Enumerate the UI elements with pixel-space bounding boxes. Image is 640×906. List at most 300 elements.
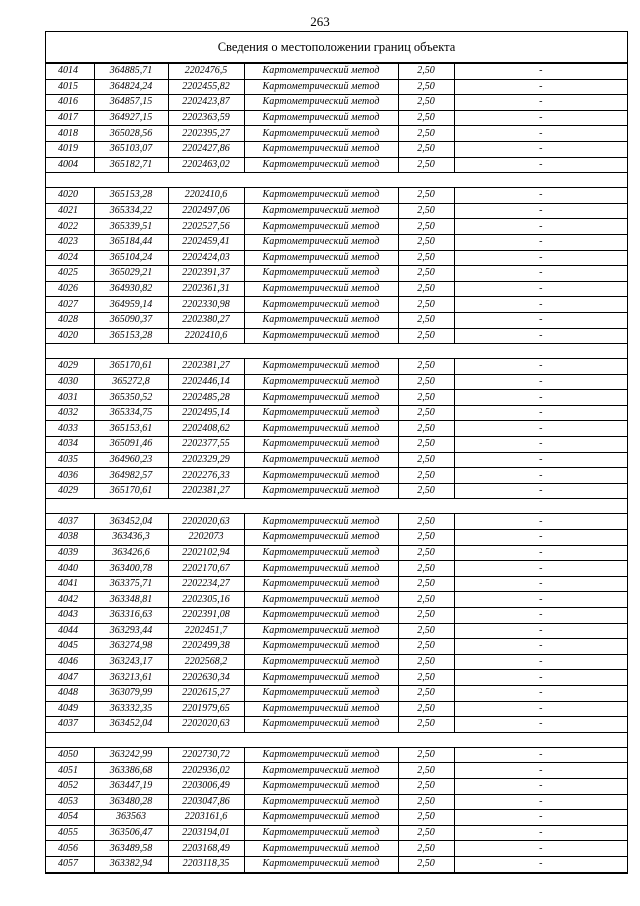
table-row: [46, 188, 627, 204]
point-number-cell: 4053: [46, 794, 94, 810]
point-number-cell: 4027: [46, 297, 94, 313]
y-coordinate-cell: 2203047,86: [168, 794, 244, 810]
y-coordinate-cell: 2202527,56: [168, 219, 244, 235]
table-row: [46, 545, 627, 561]
description-cell: -: [454, 468, 627, 484]
description-cell: -: [454, 266, 627, 282]
accuracy-cell: 2,50: [398, 126, 454, 142]
x-coordinate-cell: 363274,98: [94, 639, 168, 655]
point-number-cell: 4029: [46, 483, 94, 499]
method-cell: Картометрический метод: [244, 561, 398, 577]
y-coordinate-cell: 2202568,2: [168, 654, 244, 670]
table-row: [46, 701, 627, 717]
accuracy-cell: 2,50: [398, 281, 454, 297]
table-row: [46, 763, 627, 779]
accuracy-cell: 2,50: [398, 421, 454, 437]
method-cell: Картометрический метод: [244, 390, 398, 406]
method-cell: Картометрический метод: [244, 514, 398, 530]
x-coordinate-cell: 363447,19: [94, 778, 168, 794]
accuracy-cell: 2,50: [398, 545, 454, 561]
accuracy-cell: 2,50: [398, 810, 454, 826]
point-number-cell: 4044: [46, 623, 94, 639]
y-coordinate-cell: 2202395,27: [168, 126, 244, 142]
point-number-cell: 4018: [46, 126, 94, 142]
x-coordinate-cell: 363242,99: [94, 747, 168, 763]
point-number-cell: 4031: [46, 390, 94, 406]
y-coordinate-cell: 2202020,63: [168, 717, 244, 733]
accuracy-cell: 2,50: [398, 763, 454, 779]
point-number-cell: 4041: [46, 576, 94, 592]
method-cell: Картометрический метод: [244, 685, 398, 701]
method-cell: Картометрический метод: [244, 359, 398, 375]
description-cell: -: [454, 810, 627, 826]
y-coordinate-cell: 2201979,65: [168, 701, 244, 717]
y-coordinate-cell: 2202363,59: [168, 110, 244, 126]
method-cell: Картометрический метод: [244, 639, 398, 655]
x-coordinate-cell: 365334,22: [94, 203, 168, 219]
group-separator: [46, 344, 627, 359]
point-number-cell: 4033: [46, 421, 94, 437]
method-cell: Картометрический метод: [244, 654, 398, 670]
method-cell: Картометрический метод: [244, 576, 398, 592]
accuracy-cell: 2,50: [398, 250, 454, 266]
description-cell: -: [454, 592, 627, 608]
table-row: [46, 825, 627, 841]
y-coordinate-cell: 2202102,94: [168, 545, 244, 561]
x-coordinate-cell: 363489,58: [94, 841, 168, 857]
y-coordinate-cell: 2202495,14: [168, 405, 244, 421]
description-cell: -: [454, 328, 627, 344]
point-number-cell: 4051: [46, 763, 94, 779]
description-cell: -: [454, 405, 627, 421]
table-row: [46, 654, 627, 670]
accuracy-cell: 2,50: [398, 670, 454, 686]
description-cell: -: [454, 717, 627, 733]
separator-cell: [46, 344, 627, 359]
y-coordinate-cell: 2202936,02: [168, 763, 244, 779]
method-cell: Картометрический метод: [244, 266, 398, 282]
table-row: [46, 841, 627, 857]
table-row: [46, 64, 627, 80]
point-number-cell: 4032: [46, 405, 94, 421]
y-coordinate-cell: 2202497,06: [168, 203, 244, 219]
accuracy-cell: 2,50: [398, 856, 454, 872]
y-coordinate-cell: 2202330,98: [168, 297, 244, 313]
method-cell: Картометрический метод: [244, 437, 398, 453]
accuracy-cell: 2,50: [398, 312, 454, 328]
table-row: [46, 79, 627, 95]
point-number-cell: 4021: [46, 203, 94, 219]
point-number-cell: 4040: [46, 561, 94, 577]
y-coordinate-cell: 2202361,31: [168, 281, 244, 297]
x-coordinate-cell: 365153,61: [94, 421, 168, 437]
description-cell: -: [454, 95, 627, 111]
x-coordinate-cell: 365153,28: [94, 188, 168, 204]
x-coordinate-cell: 365350,52: [94, 390, 168, 406]
accuracy-cell: 2,50: [398, 514, 454, 530]
point-number-cell: 4049: [46, 701, 94, 717]
method-cell: Картометрический метод: [244, 856, 398, 872]
y-coordinate-cell: 2202073: [168, 530, 244, 546]
method-cell: Картометрический метод: [244, 670, 398, 686]
description-cell: -: [454, 250, 627, 266]
description-cell: -: [454, 110, 627, 126]
x-coordinate-cell: 364959,14: [94, 297, 168, 313]
y-coordinate-cell: 2202485,28: [168, 390, 244, 406]
x-coordinate-cell: 365103,07: [94, 141, 168, 157]
x-coordinate-cell: 363348,81: [94, 592, 168, 608]
table-row: [46, 374, 627, 390]
y-coordinate-cell: 2202305,16: [168, 592, 244, 608]
point-number-cell: 4022: [46, 219, 94, 235]
x-coordinate-cell: 363400,78: [94, 561, 168, 577]
boundary-points-table: [46, 63, 627, 873]
point-number-cell: 4028: [46, 312, 94, 328]
description-cell: -: [454, 545, 627, 561]
table-row: [46, 592, 627, 608]
accuracy-cell: 2,50: [398, 778, 454, 794]
accuracy-cell: 2,50: [398, 390, 454, 406]
point-number-cell: 4046: [46, 654, 94, 670]
table-row: [46, 405, 627, 421]
y-coordinate-cell: 2202459,41: [168, 234, 244, 250]
x-coordinate-cell: 363426,6: [94, 545, 168, 561]
table-row: [46, 608, 627, 624]
method-cell: Картометрический метод: [244, 95, 398, 111]
y-coordinate-cell: 2203194,01: [168, 825, 244, 841]
method-cell: Картометрический метод: [244, 250, 398, 266]
separator-cell: [46, 732, 627, 747]
description-cell: -: [454, 639, 627, 655]
point-number-cell: 4056: [46, 841, 94, 857]
description-cell: -: [454, 374, 627, 390]
table-row: [46, 219, 627, 235]
description-cell: -: [454, 359, 627, 375]
x-coordinate-cell: 365339,51: [94, 219, 168, 235]
method-cell: Картометрический метод: [244, 623, 398, 639]
point-number-cell: 4015: [46, 79, 94, 95]
separator-cell: [46, 173, 627, 188]
x-coordinate-cell: 365029,21: [94, 266, 168, 282]
table-row: [46, 203, 627, 219]
description-cell: -: [454, 685, 627, 701]
x-coordinate-cell: 363506,47: [94, 825, 168, 841]
table-row: [46, 670, 627, 686]
point-number-cell: 4016: [46, 95, 94, 111]
accuracy-cell: 2,50: [398, 374, 454, 390]
table-row: [46, 856, 627, 872]
x-coordinate-cell: 364824,24: [94, 79, 168, 95]
x-coordinate-cell: 364960,23: [94, 452, 168, 468]
accuracy-cell: 2,50: [398, 437, 454, 453]
accuracy-cell: 2,50: [398, 297, 454, 313]
x-coordinate-cell: 363386,68: [94, 763, 168, 779]
description-cell: -: [454, 825, 627, 841]
accuracy-cell: 2,50: [398, 685, 454, 701]
description-cell: -: [454, 452, 627, 468]
group-separator: [46, 173, 627, 188]
point-number-cell: 4014: [46, 64, 94, 80]
accuracy-cell: 2,50: [398, 623, 454, 639]
accuracy-cell: 2,50: [398, 95, 454, 111]
description-cell: -: [454, 778, 627, 794]
accuracy-cell: 2,50: [398, 157, 454, 173]
x-coordinate-cell: 365184,44: [94, 234, 168, 250]
method-cell: Картометрический метод: [244, 188, 398, 204]
point-number-cell: 4050: [46, 747, 94, 763]
description-cell: -: [454, 483, 627, 499]
description-cell: -: [454, 841, 627, 857]
point-number-cell: 4020: [46, 328, 94, 344]
description-cell: -: [454, 654, 627, 670]
accuracy-cell: 2,50: [398, 110, 454, 126]
x-coordinate-cell: 363480,28: [94, 794, 168, 810]
table-row: [46, 266, 627, 282]
method-cell: Картометрический метод: [244, 281, 398, 297]
point-number-cell: 4057: [46, 856, 94, 872]
y-coordinate-cell: 2203118,35: [168, 856, 244, 872]
method-cell: Картометрический метод: [244, 452, 398, 468]
description-cell: -: [454, 64, 627, 80]
y-coordinate-cell: 2202423,87: [168, 95, 244, 111]
y-coordinate-cell: 2202377,55: [168, 437, 244, 453]
y-coordinate-cell: 2202408,62: [168, 421, 244, 437]
point-number-cell: 4019: [46, 141, 94, 157]
y-coordinate-cell: 2202615,27: [168, 685, 244, 701]
table-row: [46, 110, 627, 126]
group-separator: [46, 732, 627, 747]
x-coordinate-cell: 365272,8: [94, 374, 168, 390]
group-separator: [46, 499, 627, 514]
method-cell: Картометрический метод: [244, 530, 398, 546]
description-cell: -: [454, 608, 627, 624]
x-coordinate-cell: 364982,57: [94, 468, 168, 484]
table-row: [46, 717, 627, 733]
x-coordinate-cell: 363382,94: [94, 856, 168, 872]
y-coordinate-cell: 2202427,86: [168, 141, 244, 157]
method-cell: Картометрический метод: [244, 79, 398, 95]
y-coordinate-cell: 2202234,27: [168, 576, 244, 592]
x-coordinate-cell: 363293,44: [94, 623, 168, 639]
point-number-cell: 4036: [46, 468, 94, 484]
table-row: [46, 778, 627, 794]
method-cell: Картометрический метод: [244, 468, 398, 484]
table-row: [46, 576, 627, 592]
table-row: [46, 468, 627, 484]
point-number-cell: 4030: [46, 374, 94, 390]
accuracy-cell: 2,50: [398, 654, 454, 670]
boundary-points-body: [46, 64, 627, 873]
accuracy-cell: 2,50: [398, 530, 454, 546]
method-cell: Картометрический метод: [244, 126, 398, 142]
description-cell: -: [454, 763, 627, 779]
table-row: [46, 483, 627, 499]
x-coordinate-cell: 365170,61: [94, 483, 168, 499]
point-number-cell: 4024: [46, 250, 94, 266]
y-coordinate-cell: 2202410,6: [168, 188, 244, 204]
point-number-cell: 4017: [46, 110, 94, 126]
description-cell: -: [454, 701, 627, 717]
y-coordinate-cell: 2202020,63: [168, 514, 244, 530]
method-cell: Картометрический метод: [244, 778, 398, 794]
y-coordinate-cell: 2202380,27: [168, 312, 244, 328]
table-row: [46, 390, 627, 406]
table-row: [46, 794, 627, 810]
description-cell: -: [454, 281, 627, 297]
description-cell: -: [454, 219, 627, 235]
accuracy-cell: 2,50: [398, 328, 454, 344]
table-row: [46, 141, 627, 157]
point-number-cell: 4045: [46, 639, 94, 655]
method-cell: Картометрический метод: [244, 747, 398, 763]
description-cell: -: [454, 188, 627, 204]
description-cell: -: [454, 856, 627, 872]
y-coordinate-cell: 2202455,82: [168, 79, 244, 95]
method-cell: Картометрический метод: [244, 545, 398, 561]
method-cell: Картометрический метод: [244, 374, 398, 390]
x-coordinate-cell: 363436,3: [94, 530, 168, 546]
accuracy-cell: 2,50: [398, 841, 454, 857]
description-cell: -: [454, 312, 627, 328]
table-row: [46, 747, 627, 763]
method-cell: Картометрический метод: [244, 483, 398, 499]
x-coordinate-cell: 363316,63: [94, 608, 168, 624]
accuracy-cell: 2,50: [398, 188, 454, 204]
description-cell: -: [454, 670, 627, 686]
x-coordinate-cell: 363213,61: [94, 670, 168, 686]
accuracy-cell: 2,50: [398, 64, 454, 80]
y-coordinate-cell: 2202446,14: [168, 374, 244, 390]
point-number-cell: 4054: [46, 810, 94, 826]
point-number-cell: 4035: [46, 452, 94, 468]
x-coordinate-cell: 363452,04: [94, 514, 168, 530]
description-cell: -: [454, 390, 627, 406]
description-cell: -: [454, 514, 627, 530]
description-cell: -: [454, 203, 627, 219]
description-cell: -: [454, 141, 627, 157]
accuracy-cell: 2,50: [398, 141, 454, 157]
accuracy-cell: 2,50: [398, 701, 454, 717]
accuracy-cell: 2,50: [398, 717, 454, 733]
table-row: [46, 685, 627, 701]
point-number-cell: 4039: [46, 545, 94, 561]
boundary-table-sheet: [45, 31, 628, 874]
method-cell: Картометрический метод: [244, 421, 398, 437]
method-cell: Картометрический метод: [244, 592, 398, 608]
point-number-cell: 4042: [46, 592, 94, 608]
accuracy-cell: 2,50: [398, 359, 454, 375]
point-number-cell: 4055: [46, 825, 94, 841]
method-cell: Картометрический метод: [244, 825, 398, 841]
y-coordinate-cell: 2203006,49: [168, 778, 244, 794]
y-coordinate-cell: 2202630,34: [168, 670, 244, 686]
y-coordinate-cell: 2202424,03: [168, 250, 244, 266]
x-coordinate-cell: 364930,82: [94, 281, 168, 297]
table-row: [46, 297, 627, 313]
y-coordinate-cell: 2202410,6: [168, 328, 244, 344]
description-cell: -: [454, 297, 627, 313]
description-cell: -: [454, 437, 627, 453]
point-number-cell: 4029: [46, 359, 94, 375]
x-coordinate-cell: 364857,15: [94, 95, 168, 111]
method-cell: Картометрический метод: [244, 328, 398, 344]
y-coordinate-cell: 2202381,27: [168, 359, 244, 375]
x-coordinate-cell: 365334,75: [94, 405, 168, 421]
accuracy-cell: 2,50: [398, 825, 454, 841]
description-cell: -: [454, 421, 627, 437]
point-number-cell: 4043: [46, 608, 94, 624]
table-row: [46, 359, 627, 375]
accuracy-cell: 2,50: [398, 203, 454, 219]
point-number-cell: 4023: [46, 234, 94, 250]
table-row: [46, 250, 627, 266]
accuracy-cell: 2,50: [398, 483, 454, 499]
method-cell: Картометрический метод: [244, 110, 398, 126]
x-coordinate-cell: 364885,71: [94, 64, 168, 80]
table-row: [46, 452, 627, 468]
point-number-cell: 4037: [46, 717, 94, 733]
description-cell: -: [454, 126, 627, 142]
point-number-cell: 4026: [46, 281, 94, 297]
table-row: [46, 126, 627, 142]
description-cell: -: [454, 747, 627, 763]
accuracy-cell: 2,50: [398, 747, 454, 763]
table-row: [46, 437, 627, 453]
accuracy-cell: 2,50: [398, 452, 454, 468]
accuracy-cell: 2,50: [398, 561, 454, 577]
point-number-cell: 4037: [46, 514, 94, 530]
accuracy-cell: 2,50: [398, 608, 454, 624]
y-coordinate-cell: 2202499,38: [168, 639, 244, 655]
table-row: [46, 623, 627, 639]
method-cell: Картометрический метод: [244, 157, 398, 173]
table-row: [46, 234, 627, 250]
x-coordinate-cell: 363332,35: [94, 701, 168, 717]
method-cell: Картометрический метод: [244, 141, 398, 157]
accuracy-cell: 2,50: [398, 219, 454, 235]
table-row: [46, 810, 627, 826]
x-coordinate-cell: 365182,71: [94, 157, 168, 173]
table-row: [46, 639, 627, 655]
table-row: [46, 312, 627, 328]
x-coordinate-cell: 364927,15: [94, 110, 168, 126]
x-coordinate-cell: 363375,71: [94, 576, 168, 592]
y-coordinate-cell: 2203168,49: [168, 841, 244, 857]
point-number-cell: 4047: [46, 670, 94, 686]
x-coordinate-cell: 365091,46: [94, 437, 168, 453]
y-coordinate-cell: 2202329,29: [168, 452, 244, 468]
y-coordinate-cell: 2202463,02: [168, 157, 244, 173]
description-cell: -: [454, 530, 627, 546]
point-number-cell: 4025: [46, 266, 94, 282]
y-coordinate-cell: 2203161,6: [168, 810, 244, 826]
y-coordinate-cell: 2202730,72: [168, 747, 244, 763]
table-row: [46, 514, 627, 530]
y-coordinate-cell: 2202170,67: [168, 561, 244, 577]
method-cell: Картометрический метод: [244, 794, 398, 810]
accuracy-cell: 2,50: [398, 266, 454, 282]
point-number-cell: 4034: [46, 437, 94, 453]
description-cell: -: [454, 794, 627, 810]
method-cell: Картометрический метод: [244, 717, 398, 733]
accuracy-cell: 2,50: [398, 405, 454, 421]
description-cell: -: [454, 623, 627, 639]
x-coordinate-cell: 365028,56: [94, 126, 168, 142]
y-coordinate-cell: 2202391,37: [168, 266, 244, 282]
point-number-cell: 4052: [46, 778, 94, 794]
method-cell: Картометрический метод: [244, 405, 398, 421]
method-cell: Картометрический метод: [244, 608, 398, 624]
